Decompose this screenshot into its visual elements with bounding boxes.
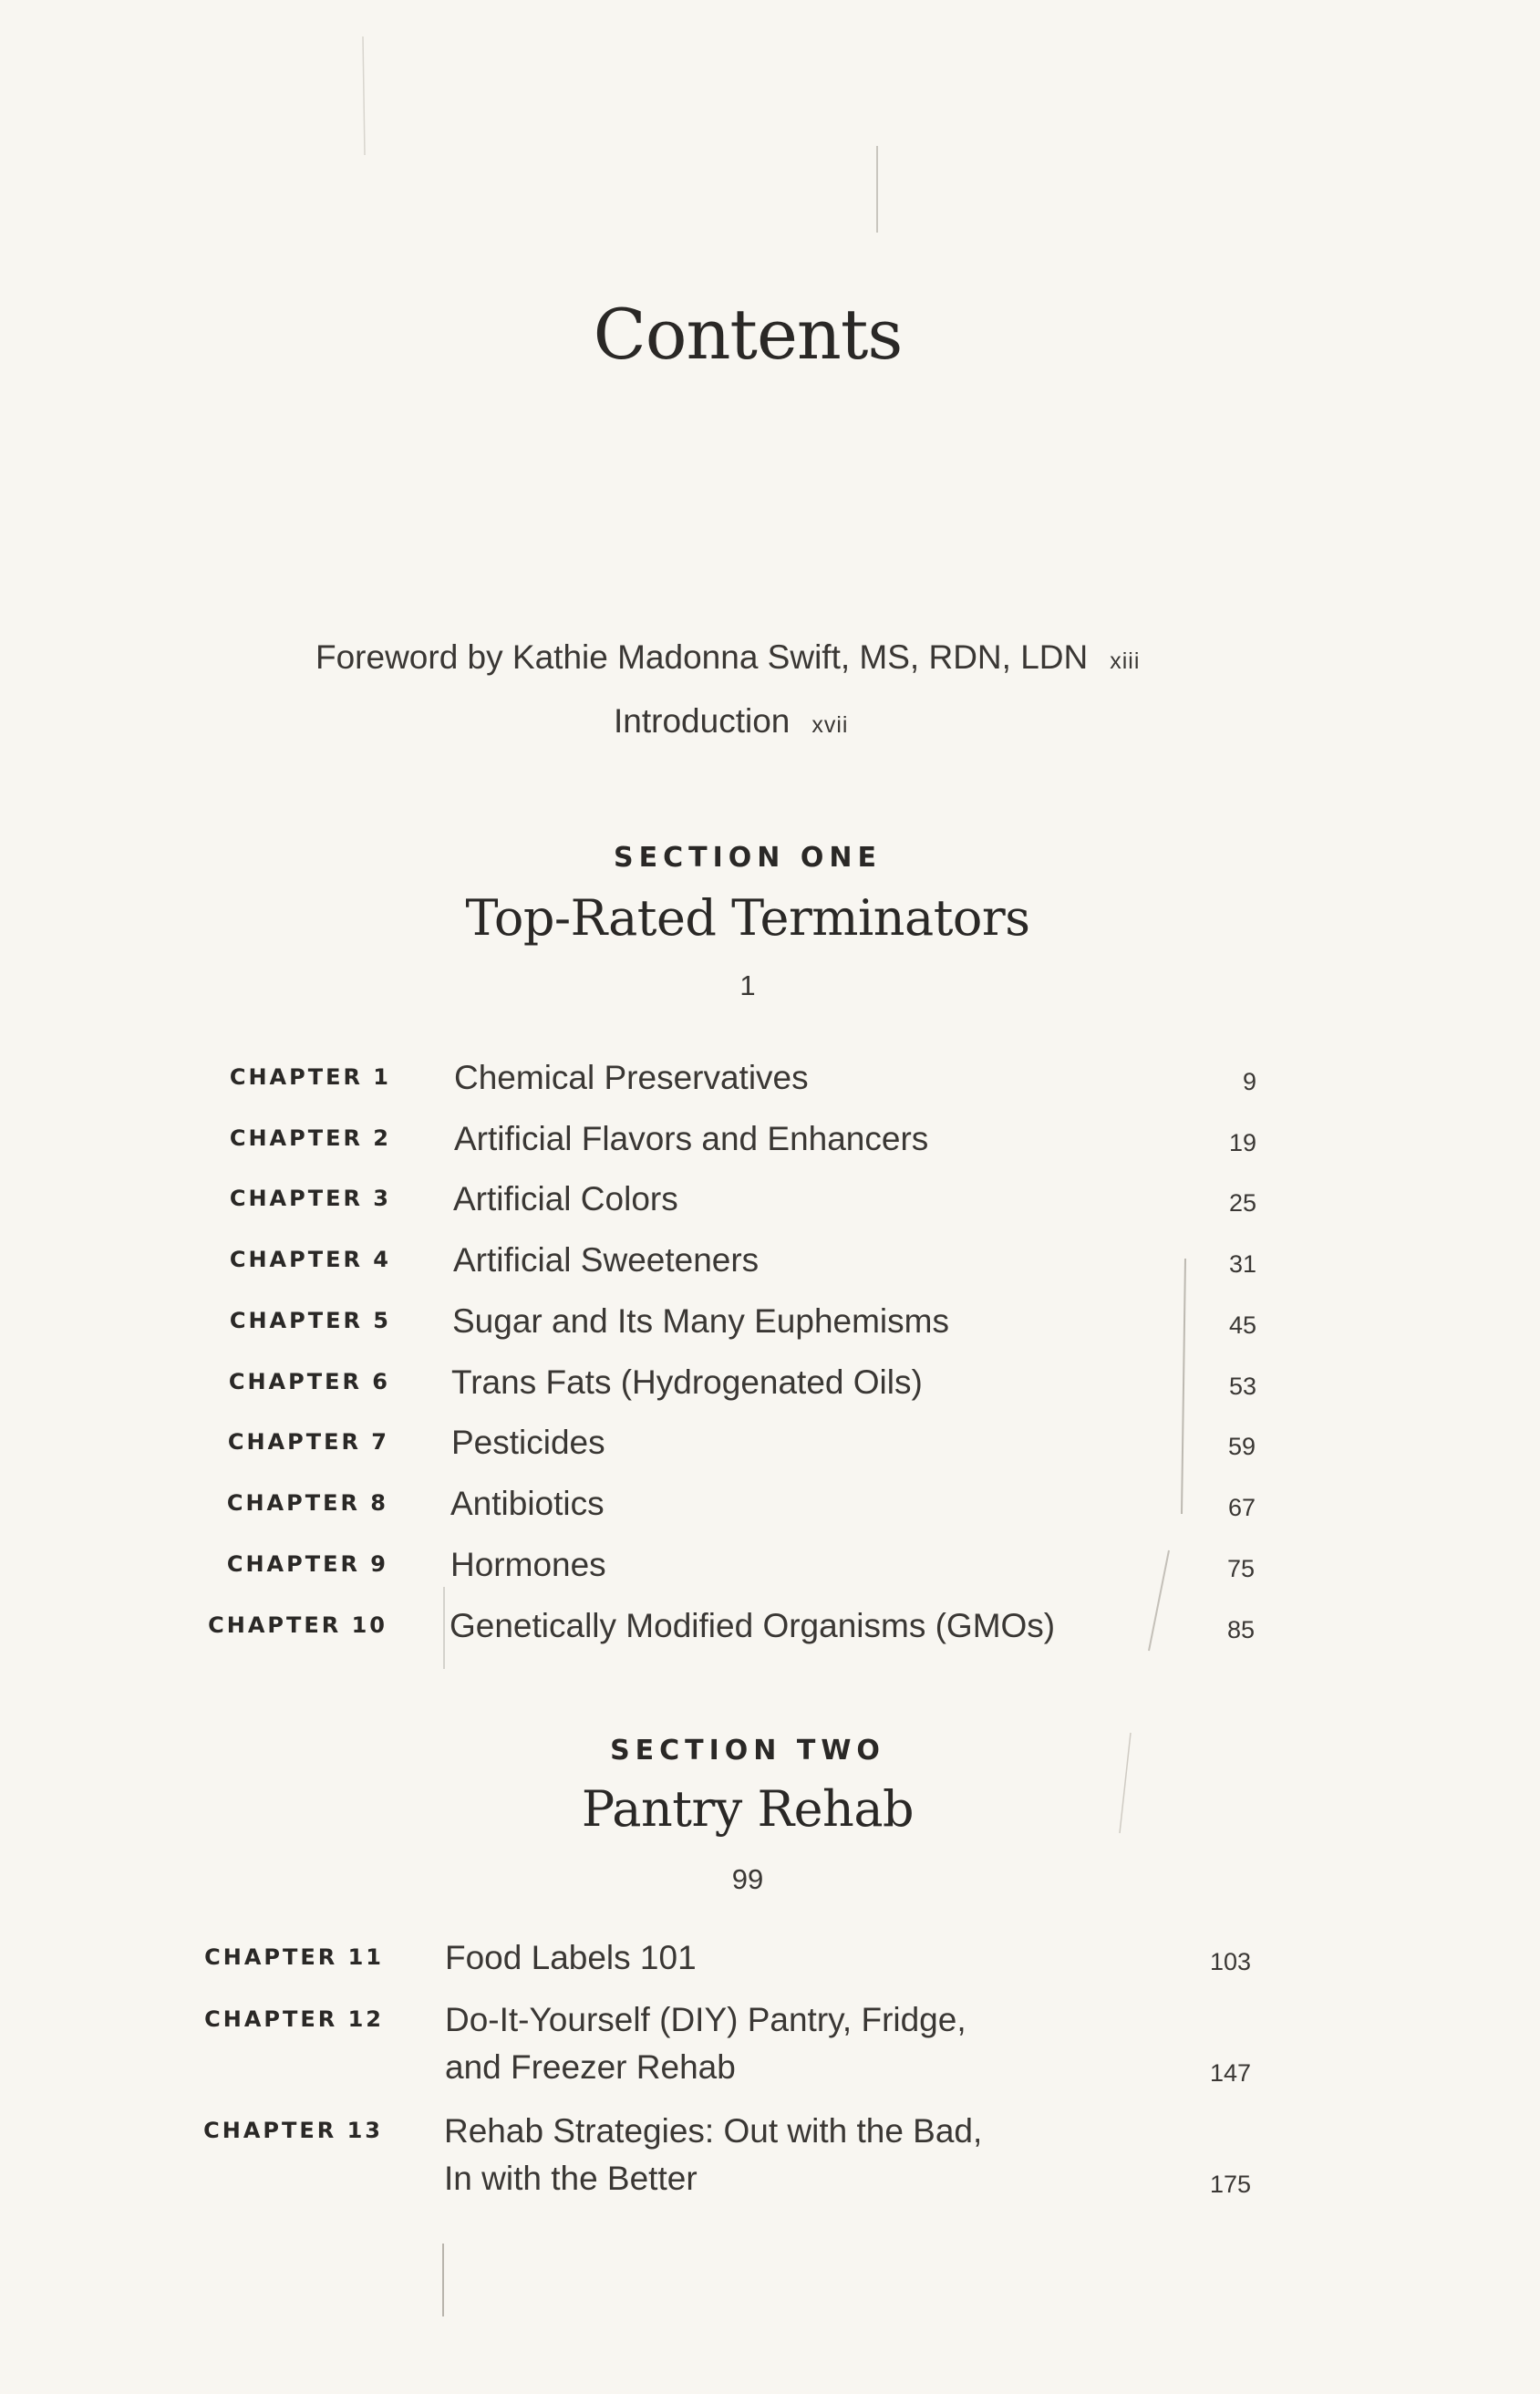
chapter-page: 75 <box>1226 1555 1255 1582</box>
chapter-label: CHAPTER 5 <box>229 1308 391 1333</box>
chapter-page: 103 <box>1209 1948 1251 1975</box>
introduction-label: Introduction <box>614 702 791 740</box>
chapter-label: CHAPTER 1 <box>229 1064 391 1090</box>
section-one-page: 1 <box>739 969 756 1001</box>
chapter-label: CHAPTER 6 <box>228 1369 390 1394</box>
section-two-label: SECTION TWO <box>610 1735 885 1767</box>
chapter-page: 53 <box>1228 1373 1256 1400</box>
chapter-page: 31 <box>1228 1250 1256 1278</box>
chapter-title: Food Labels 101 <box>445 1939 697 1976</box>
chapter-label: CHAPTER 13 <box>203 2118 383 2143</box>
section-one-label: SECTION ONE <box>614 842 882 874</box>
chapter-title: Artificial Sweeteners <box>453 1241 760 1279</box>
chapter-page: 67 <box>1227 1494 1256 1521</box>
chapter-label: CHAPTER 11 <box>204 1944 384 1970</box>
chapter-title: Pesticides <box>451 1424 605 1461</box>
chapter-page: 59 <box>1227 1433 1256 1460</box>
chapter-title-line2: and Freezer Rehab <box>445 2048 736 2086</box>
chapter-title: Genetically Modified Organisms (GMOs) <box>450 1607 1056 1644</box>
chapter-label: CHAPTER 10 <box>208 1612 388 1638</box>
foreword-label: Foreword by Kathie Madonna Swift, MS, RDN, LDN <box>315 638 1089 676</box>
chapter-title: Sugar and Its Many Euphemisms <box>452 1302 949 1340</box>
chapter-page: 19 <box>1228 1129 1256 1156</box>
chapter-label: CHAPTER 9 <box>226 1551 388 1577</box>
chapter-label: CHAPTER 4 <box>229 1247 391 1272</box>
chapter-page: 175 <box>1209 2171 1251 2198</box>
chapter-title-line2: In with the Better <box>444 2160 698 2197</box>
chapter-title: Do-It-Yourself (DIY) Pantry, Fridge, <box>445 2001 966 2038</box>
section-one-title: Top-Rated Terminators <box>465 889 1030 947</box>
chapter-title: Antibiotics <box>450 1485 605 1522</box>
chapter-label: CHAPTER 8 <box>226 1490 388 1516</box>
chapter-title: Trans Fats (Hydrogenated Oils) <box>451 1363 923 1401</box>
introduction-page: xvii <box>811 712 849 738</box>
chapter-label: CHAPTER 7 <box>227 1429 389 1455</box>
chapter-page: 9 <box>1242 1068 1256 1095</box>
front-matter-foreword <box>315 638 1140 677</box>
chapter-page: 45 <box>1228 1311 1256 1339</box>
chapter-label: CHAPTER 3 <box>229 1186 391 1211</box>
front-matter-introduction <box>614 702 848 741</box>
chapter-page: 85 <box>1226 1616 1255 1643</box>
chapter-title: Rehab Strategies: Out with the Bad, <box>444 2112 983 2150</box>
chapter-label: CHAPTER 2 <box>229 1125 391 1151</box>
chapter-title: Chemical Preservatives <box>454 1059 809 1096</box>
chapter-title: Artificial Colors <box>453 1180 678 1218</box>
chapter-title: Hormones <box>450 1546 606 1583</box>
foreword-page: xiii <box>1110 648 1141 674</box>
section-two-page: 99 <box>731 1863 764 1895</box>
section-two-title: Pantry Rehab <box>581 1780 915 1838</box>
chapter-page: 147 <box>1209 2059 1251 2087</box>
chapter-title: Artificial Flavors and Enhancers <box>454 1120 929 1157</box>
chapter-label: CHAPTER 12 <box>204 2006 384 2032</box>
page-title: Contents <box>593 294 903 375</box>
chapter-page: 25 <box>1228 1189 1256 1217</box>
